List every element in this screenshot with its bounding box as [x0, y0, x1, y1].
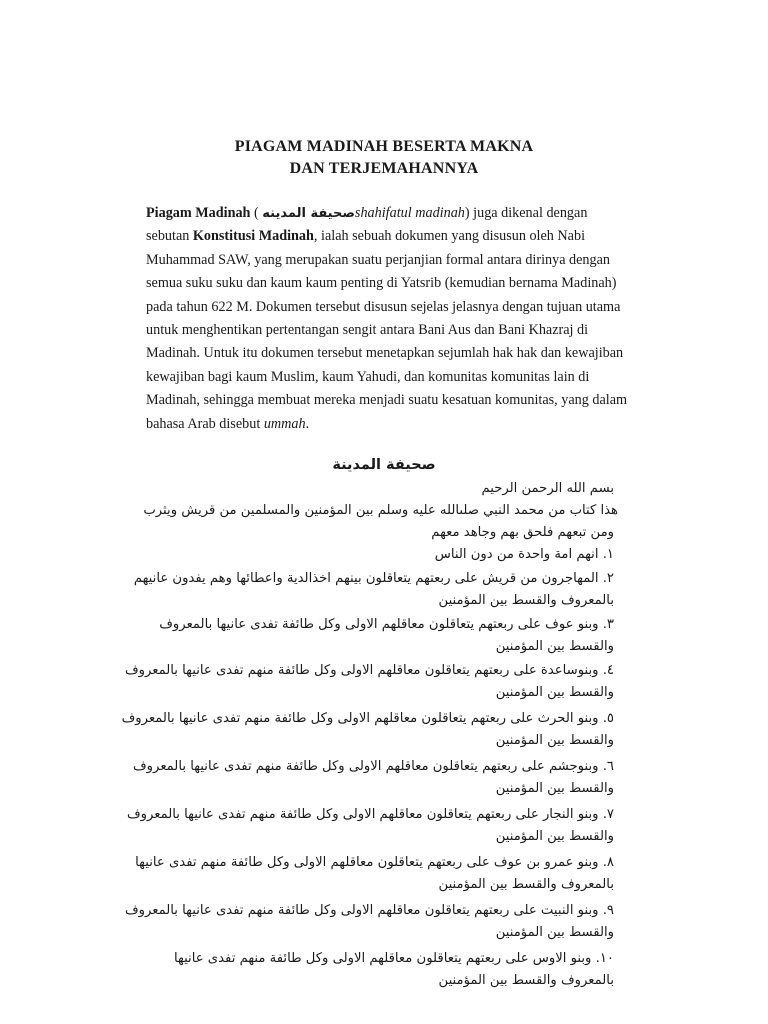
term-konstitusi-madinah: Konstitusi Madinah [192, 228, 314, 245]
opening-line-1: هذا كتاب من محمد النبي صلىالله عليه وسلم بين المؤمنين والمسلمين من قريش ويثرب [143, 503, 618, 519]
arabic-text-block [0, 478, 768, 992]
clauses-list [0, 544, 768, 992]
clause-line: ٣. وبنو عوف على ربعتهم يتعاقلون معاقلهم الاولى وكل طائفة تفدى عانيها بالمعروف [159, 617, 614, 633]
clause-continuation: والقسط بين المؤمنين [495, 639, 614, 655]
intro-part-2: , ialah sebuah dokumen yang disusun oleh Nabi Muhammad SAW, yang merupakan suatu perjanjian formal antara dirinya dengan semua suku suku dan kaum kaum penting di Yatsrib (kemudian bernama Madinah) pada tahun 622 M. Dokumen tersebut disusun sejelas jelasnya dengan tujuan utama untuk menghentikan pertentangan sengit antara Bani Aus dan Bani Khazraj di Madinah. Untuk itu dokumen tersebut menetapkan sejumlah hak hak dan kewajiban kewajiban bagi kaum Muslim, kaum Yahudi, dan komunitas komunitas lain di Madinah, sehingga membuat mereka menjadi suatu kesatuan komunitas, yang dalam bahasa Arab disebut [146, 228, 628, 432]
intro-paragraph [146, 202, 632, 436]
term-ummah: ummah [263, 415, 306, 432]
clause-continuation: بالمعروف والقسط بين المؤمنين [438, 593, 614, 609]
clause-line: ١. انهم امة واحدة من دون الناس [434, 547, 614, 563]
intro-open-paren: ( [250, 205, 263, 221]
list-item [0, 660, 614, 704]
title-line-2: DAN TERJEMAHANNYA [289, 160, 479, 177]
document-title [0, 136, 768, 180]
clause-line: ١٠. وبنو الاوس على ربعتهم يتعاقلون معاقلهم الاولى وكل طائفة منهم تفدى عانيها [173, 951, 614, 967]
title-line-1: PIAGAM MADINAH BESERTA MAKNA [234, 138, 534, 155]
list-item [0, 804, 614, 848]
clause-continuation: والقسط بين المؤمنين [495, 685, 614, 701]
list-item [0, 948, 614, 992]
intro-part-1: ) juga dikenal dengan sebutan [146, 205, 588, 245]
clause-continuation: والقسط بين المؤمنين [495, 781, 614, 797]
list-item [0, 544, 614, 566]
intro-end: . [305, 415, 310, 432]
arabic-name: صحيفة المدينه [262, 206, 355, 221]
clause-line: ٩. وبنو النبيت على ربعتهم يتعاقلون معاقلهم الاولى وكل طائفة منهم تفدى عانيها بالمعروف [124, 903, 614, 919]
clause-continuation: والقسط بين المؤمنين [495, 733, 614, 749]
clause-line: ٧. وبنو النجار على ربعتهم يتعاقلون معاقلهم الاولى وكل طائفة منهم تفدى عانيها بالمعروف [126, 807, 614, 823]
list-item [0, 900, 614, 944]
clause-line: ٢. المهاجرون من قريش على ربعتهم يتعاقلون بينهم اخذالدية واعطائها وهم يفدون عانيهم [133, 571, 614, 587]
clause-continuation: والقسط بين المؤمنين [495, 829, 614, 845]
clause-line: ٤. وبنوساعدة على ربعتهم يتعاقلون معاقلهم الاولى وكل طائفة منهم تفدى عانيها بالمعروف [124, 663, 614, 679]
list-item [0, 852, 614, 896]
basmala: بسم الله الرحمن الرحيم [481, 481, 614, 497]
arabic-heading: صحيفة المدينة [332, 457, 436, 474]
clause-line: ٥. وبنو الحرث على ربعتهم يتعاقلون معاقلهم الاولى وكل طائفة منهم تفدى عانيها بالمعروف [121, 711, 614, 727]
clause-continuation: بالمعروف والقسط بين المؤمنين [438, 877, 614, 893]
clause-continuation: والقسط بين المؤمنين [495, 925, 614, 941]
opening-line-2: ومن تبعهم فلحق بهم وجاهد معهم [431, 525, 614, 541]
list-item [0, 708, 614, 752]
clause-line: ٨. وبنو عمرو بن عوف على ربعتهم يتعاقلون معاقلهم الاولى وكل طائفة منهم تفدى عانيها [135, 855, 614, 871]
list-item [0, 614, 614, 658]
list-item [0, 568, 614, 612]
list-item [0, 756, 614, 800]
clause-continuation: بالمعروف والقسط بين المؤمنين [438, 973, 614, 989]
term-piagam-madinah: Piagam Madinah [146, 205, 251, 221]
clause-line: ٦. وبنوجشم على ربعتهم يتعاقلون معاقلهم الاولى وكل طائفة منهم تفدى عانيها بالمعروف [133, 759, 614, 775]
transliteration: shahifatul madinah [354, 205, 465, 221]
